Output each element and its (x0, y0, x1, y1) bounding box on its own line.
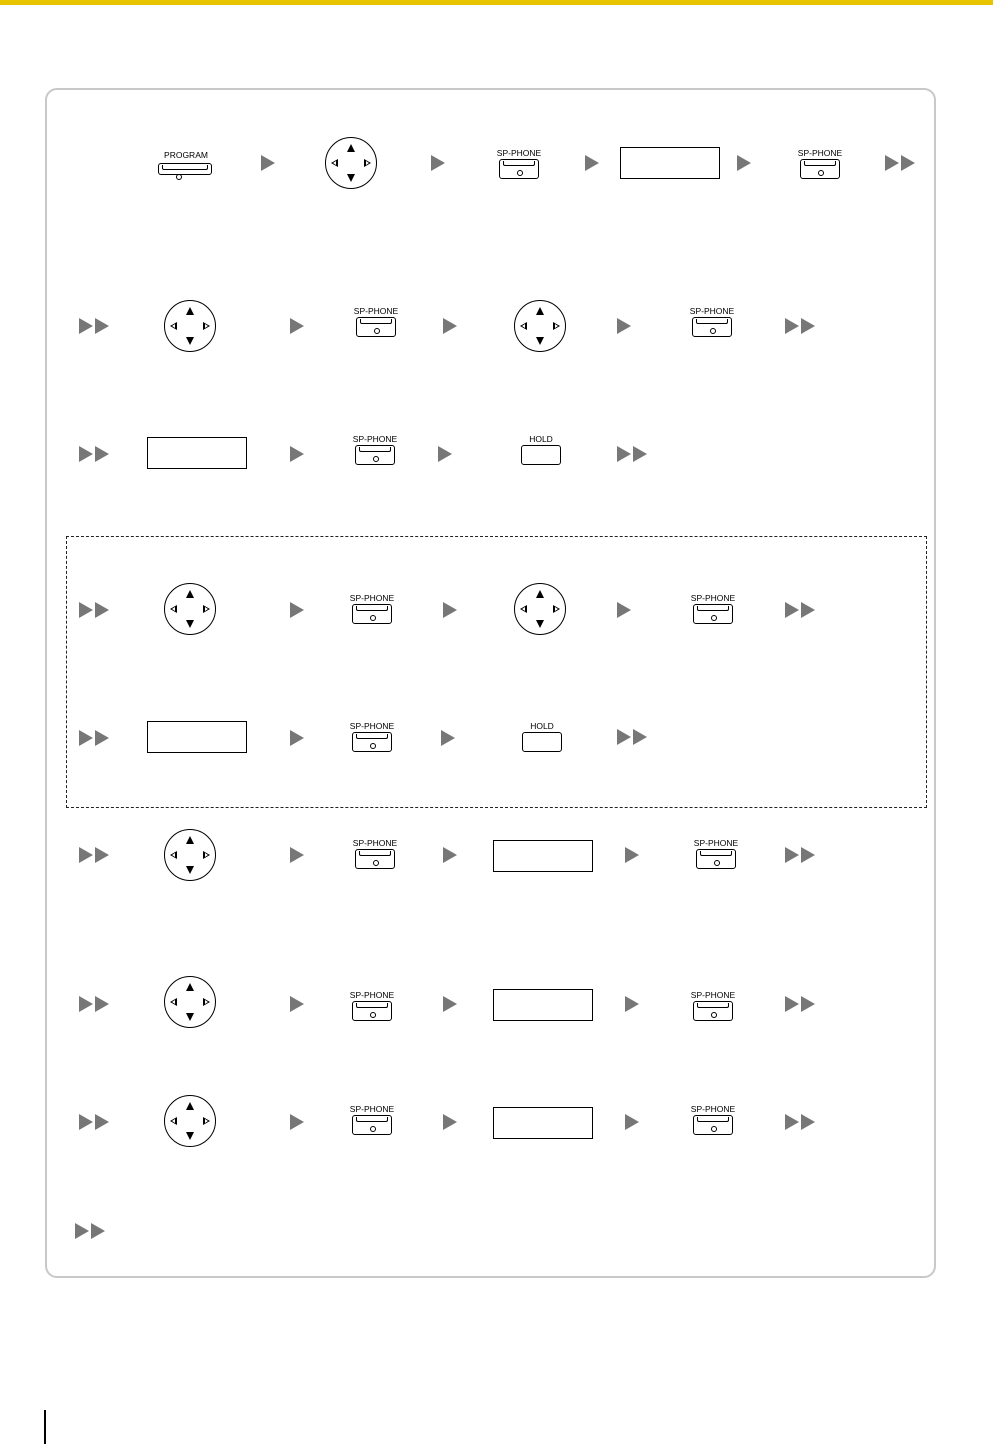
continue-double-arrow-icon (79, 996, 109, 1012)
sp-phone-button[interactable] (342, 1104, 402, 1138)
sp-phone-button[interactable] (345, 838, 405, 872)
navigator-key-icon[interactable] (164, 976, 216, 1028)
hold-button[interactable] (511, 434, 571, 468)
next-arrow-icon (585, 155, 599, 171)
entry-field[interactable] (620, 147, 720, 179)
sp-phone-label: SP-PHONE (690, 990, 736, 1000)
next-arrow-icon (290, 996, 304, 1012)
sp-phone-button[interactable] (346, 306, 406, 340)
sp-phone-button[interactable] (682, 306, 742, 340)
next-arrow-icon (441, 730, 455, 746)
continue-double-arrow-icon (79, 602, 109, 618)
continue-double-arrow-icon (79, 847, 109, 863)
sp-phone-label: SP-PHONE (349, 990, 395, 1000)
continue-double-arrow-icon (79, 1114, 109, 1130)
navigator-key-icon[interactable] (164, 300, 216, 352)
continue-double-arrow-icon (617, 446, 647, 462)
sp-phone-button[interactable] (342, 721, 402, 755)
sp-phone-label: SP-PHONE (353, 306, 399, 316)
sp-phone-button[interactable] (345, 434, 405, 468)
next-arrow-icon (617, 318, 631, 334)
entry-field[interactable] (493, 840, 593, 872)
next-arrow-icon (290, 730, 304, 746)
next-arrow-icon (625, 1114, 639, 1130)
hold-label: HOLD (529, 434, 553, 444)
next-arrow-icon (443, 847, 457, 863)
sp-phone-button[interactable] (342, 593, 402, 627)
continue-double-arrow-icon (617, 729, 647, 745)
continue-double-arrow-icon (785, 996, 815, 1012)
sp-phone-label: SP-PHONE (797, 148, 843, 158)
next-arrow-icon (625, 847, 639, 863)
next-arrow-icon (290, 602, 304, 618)
next-arrow-icon (438, 446, 452, 462)
next-arrow-icon (443, 318, 457, 334)
next-arrow-icon (625, 996, 639, 1012)
continue-double-arrow-icon (79, 730, 109, 746)
next-arrow-icon (443, 996, 457, 1012)
entry-field[interactable] (147, 437, 247, 469)
navigator-key-icon[interactable] (164, 583, 216, 635)
sp-phone-button[interactable] (683, 593, 743, 627)
sp-phone-label: SP-PHONE (496, 148, 542, 158)
sp-phone-label: SP-PHONE (690, 593, 736, 603)
next-arrow-icon (290, 1114, 304, 1130)
sp-phone-label: SP-PHONE (349, 721, 395, 731)
hold-button[interactable] (512, 721, 572, 755)
next-arrow-icon (290, 318, 304, 334)
next-arrow-icon (290, 446, 304, 462)
sp-phone-label: SP-PHONE (352, 434, 398, 444)
continue-double-arrow-icon (79, 318, 109, 334)
program-label: PROGRAM (164, 150, 208, 160)
sp-phone-label: SP-PHONE (690, 1104, 736, 1114)
sp-phone-label: SP-PHONE (689, 306, 735, 316)
optional-steps-box (66, 536, 927, 808)
sp-phone-button[interactable] (342, 990, 402, 1024)
continue-double-arrow-icon (785, 318, 815, 334)
sp-phone-label: SP-PHONE (352, 838, 398, 848)
page-margin-mark (44, 1410, 46, 1444)
next-arrow-icon (443, 602, 457, 618)
navigator-key-icon[interactable] (164, 829, 216, 881)
next-arrow-icon (431, 155, 445, 171)
continue-double-arrow-icon (885, 155, 915, 171)
next-arrow-icon (443, 1114, 457, 1130)
next-arrow-icon (290, 847, 304, 863)
next-arrow-icon (617, 602, 631, 618)
continue-double-arrow-icon (785, 602, 815, 618)
header-accent-rule (0, 0, 993, 5)
sp-phone-button[interactable] (683, 1104, 743, 1138)
continue-double-arrow-icon (75, 1223, 105, 1239)
continue-double-arrow-icon (785, 847, 815, 863)
sp-phone-button[interactable] (489, 148, 549, 182)
next-arrow-icon (737, 155, 751, 171)
sp-phone-button[interactable] (683, 990, 743, 1024)
sp-phone-button[interactable] (790, 148, 850, 182)
navigator-key-icon[interactable] (164, 1095, 216, 1147)
sp-phone-label: SP-PHONE (693, 838, 739, 848)
entry-field[interactable] (493, 1107, 593, 1139)
next-arrow-icon (261, 155, 275, 171)
entry-field[interactable] (493, 989, 593, 1021)
hold-label: HOLD (530, 721, 554, 731)
program-button[interactable] (158, 150, 214, 184)
navigator-key-icon[interactable] (514, 583, 566, 635)
entry-field[interactable] (147, 721, 247, 753)
sp-phone-button[interactable] (686, 838, 746, 872)
continue-double-arrow-icon (79, 446, 109, 462)
navigator-key-icon[interactable] (325, 137, 377, 189)
continue-double-arrow-icon (785, 1114, 815, 1130)
navigator-key-icon[interactable] (514, 300, 566, 352)
sp-phone-label: SP-PHONE (349, 593, 395, 603)
sp-phone-label: SP-PHONE (349, 1104, 395, 1114)
